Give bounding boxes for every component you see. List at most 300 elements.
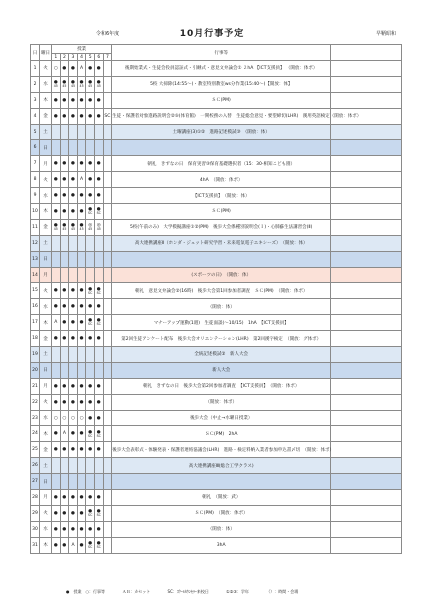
period-cell bbox=[94, 410, 103, 426]
period-cell bbox=[103, 172, 112, 188]
weekday-cell: 土 bbox=[40, 124, 52, 140]
period-cell bbox=[60, 283, 69, 299]
period-cell bbox=[52, 76, 61, 92]
period-mark: ● bbox=[88, 526, 93, 532]
period-cell bbox=[69, 505, 78, 521]
period-cell bbox=[69, 108, 78, 124]
period-cell bbox=[103, 347, 112, 363]
period-cell bbox=[60, 299, 69, 315]
period-cell bbox=[52, 204, 61, 220]
period-mark: ● bbox=[62, 208, 67, 214]
period-cell bbox=[60, 315, 69, 331]
period-cell bbox=[94, 219, 103, 235]
period-note: SC bbox=[96, 322, 101, 327]
day-cell: 12 bbox=[31, 235, 40, 251]
period-cell bbox=[94, 442, 103, 458]
day-cell: 27 bbox=[31, 474, 40, 490]
period-mark: ○ bbox=[53, 65, 58, 71]
event-cell bbox=[112, 251, 331, 267]
period-cell bbox=[77, 426, 86, 442]
period-mark: ● bbox=[88, 177, 93, 183]
period-header: 5 bbox=[86, 54, 95, 61]
table-row bbox=[31, 521, 402, 537]
period-cell bbox=[77, 172, 86, 188]
period-note: SC bbox=[88, 433, 93, 438]
day-cell: 20 bbox=[31, 362, 40, 378]
period-header: 3 bbox=[69, 54, 78, 61]
notes-cell bbox=[331, 378, 402, 394]
period-cell bbox=[94, 124, 103, 140]
period-cell bbox=[60, 537, 69, 553]
period-cell bbox=[94, 347, 103, 363]
period-cell bbox=[52, 362, 61, 378]
day-cell: 14 bbox=[31, 267, 40, 283]
table-row bbox=[31, 458, 402, 474]
weekday-cell: 月 bbox=[40, 490, 52, 506]
period-cell bbox=[52, 394, 61, 410]
period-mark: ● bbox=[53, 399, 58, 405]
weekday-cell: 金 bbox=[40, 331, 52, 347]
period-cell bbox=[77, 521, 86, 537]
period-cell bbox=[94, 378, 103, 394]
table-row bbox=[31, 505, 402, 521]
legend bbox=[66, 589, 314, 595]
day-cell: 26 bbox=[31, 458, 40, 474]
day-cell: 22 bbox=[31, 394, 40, 410]
events-header: 行事等 bbox=[112, 45, 331, 61]
period-cell bbox=[60, 124, 69, 140]
period-cell bbox=[103, 378, 112, 394]
period-cell bbox=[77, 362, 86, 378]
period-cell bbox=[77, 156, 86, 172]
period-cell bbox=[60, 267, 69, 283]
period-mark: ● bbox=[79, 336, 84, 342]
period-cell bbox=[69, 283, 78, 299]
period-mark: ● bbox=[88, 286, 93, 292]
period-cell bbox=[86, 458, 95, 474]
period-cell bbox=[94, 362, 103, 378]
period-cell bbox=[52, 108, 61, 124]
period-cell bbox=[60, 442, 69, 458]
period-header: 1 bbox=[52, 54, 61, 61]
event-cell: 高大連携講座Ⅱ（ホンダ・ジェット研究学習・未来電気電子エキシーズ） （開放：体） bbox=[112, 235, 331, 251]
period-cell bbox=[52, 140, 61, 156]
period-cell bbox=[69, 490, 78, 506]
period-mark: ● bbox=[53, 80, 58, 86]
period-mark: ● bbox=[96, 447, 101, 453]
period-cell bbox=[69, 76, 78, 92]
period-cell bbox=[52, 410, 61, 426]
table-row bbox=[31, 251, 402, 267]
period-mark: ● bbox=[62, 223, 67, 229]
period-mark: ● bbox=[96, 80, 101, 86]
period-cell bbox=[94, 92, 103, 108]
period-cell bbox=[77, 474, 86, 490]
period-cell bbox=[103, 92, 112, 108]
period-cell bbox=[86, 442, 95, 458]
period-cell bbox=[60, 378, 69, 394]
period-mark: ● bbox=[62, 177, 67, 183]
period-note: SC bbox=[88, 544, 93, 549]
period-note: SC bbox=[88, 211, 93, 216]
period-cell bbox=[86, 426, 95, 442]
notes-cell bbox=[331, 61, 402, 77]
period-cell bbox=[77, 267, 86, 283]
period-cell bbox=[86, 521, 95, 537]
page-title: 10月行事予定 bbox=[179, 29, 245, 39]
period-cell bbox=[52, 490, 61, 506]
period-note: 45 bbox=[96, 227, 101, 232]
notes-cell bbox=[331, 410, 402, 426]
period-cell bbox=[69, 172, 78, 188]
day-cell: 16 bbox=[31, 299, 40, 315]
event-cell: 新人大会 bbox=[112, 362, 331, 378]
period-cell bbox=[69, 315, 78, 331]
period-mark: ● bbox=[71, 510, 75, 516]
period-cell bbox=[77, 140, 86, 156]
period-cell bbox=[77, 299, 86, 315]
weekday-cell: 火 bbox=[40, 172, 52, 188]
table-row bbox=[31, 235, 402, 251]
period-mark: ● bbox=[96, 177, 101, 183]
period-mark: A bbox=[62, 431, 66, 437]
period-mark: ● bbox=[53, 113, 58, 119]
period-cell bbox=[69, 394, 78, 410]
period-mark: ● bbox=[96, 65, 101, 71]
period-cell bbox=[69, 140, 78, 156]
period-mark: ● bbox=[53, 304, 58, 310]
period-cell bbox=[60, 458, 69, 474]
period-cell bbox=[103, 76, 112, 92]
period-mark: ● bbox=[71, 65, 75, 71]
period-cell bbox=[60, 140, 69, 156]
period-mark: ● bbox=[88, 429, 93, 435]
event-cell: 高大連携講座Ⅲ(総合工学クラス) bbox=[112, 458, 331, 474]
period-cell bbox=[86, 124, 95, 140]
period-cell bbox=[94, 537, 103, 553]
day-cell: 18 bbox=[31, 331, 40, 347]
period-cell bbox=[77, 251, 86, 267]
period-mark: ● bbox=[62, 193, 67, 199]
notes-cell bbox=[331, 235, 402, 251]
table-row bbox=[31, 92, 402, 108]
period-cell bbox=[60, 61, 69, 77]
period-mark: ● bbox=[88, 80, 93, 86]
day-cell: 24 bbox=[31, 426, 40, 442]
table-row bbox=[31, 331, 402, 347]
weekday-cell: 火 bbox=[40, 61, 52, 77]
period-mark: ● bbox=[79, 542, 84, 548]
period-cell bbox=[77, 458, 86, 474]
period-mark: ● bbox=[88, 65, 93, 71]
period-mark: ● bbox=[88, 383, 93, 389]
period-note: 45 bbox=[62, 84, 67, 89]
period-mark: ○ bbox=[79, 415, 84, 421]
period-cell bbox=[94, 140, 103, 156]
table-row bbox=[31, 76, 402, 92]
weekday-cell: 日 bbox=[40, 140, 52, 156]
period-mark: ● bbox=[96, 318, 101, 324]
event-cell: ＳＣ(PM) 2hA bbox=[112, 426, 331, 442]
period-cell bbox=[69, 521, 78, 537]
period-mark: ● bbox=[71, 97, 75, 103]
period-note: 45 bbox=[79, 84, 84, 89]
period-mark: ● bbox=[79, 526, 84, 532]
period-mark: ● bbox=[62, 542, 67, 548]
period-cell bbox=[60, 219, 69, 235]
period-mark: ○ bbox=[71, 415, 75, 421]
period-cell bbox=[52, 267, 61, 283]
period-mark: ○ bbox=[53, 415, 58, 421]
weekday-cell: 土 bbox=[40, 458, 52, 474]
period-mark: ● bbox=[53, 542, 58, 548]
period-cell bbox=[52, 474, 61, 490]
period-mark: ● bbox=[62, 399, 67, 405]
period-mark: ● bbox=[62, 288, 67, 294]
event-cell: 後期始業式・生徒会役員認証式・引継式・意見文弁論会① ２hA 【ICT支援員】 （開放：体ポ） bbox=[112, 61, 331, 77]
period-cell bbox=[69, 188, 78, 204]
period-mark: ● bbox=[71, 161, 75, 167]
period-mark: ● bbox=[88, 207, 93, 213]
period-cell bbox=[86, 331, 95, 347]
event-cell: 土曜講座(3)①② 進路記述模試③ （開放：体） bbox=[112, 124, 331, 140]
period-mark: ● bbox=[96, 336, 101, 342]
period-cell bbox=[103, 458, 112, 474]
weekday-header: 曜日 bbox=[40, 45, 52, 61]
period-cell bbox=[52, 156, 61, 172]
period-mark: A bbox=[80, 177, 84, 183]
period-cell bbox=[60, 92, 69, 108]
period-cell bbox=[103, 490, 112, 506]
table-row bbox=[31, 156, 402, 172]
period-cell bbox=[77, 410, 86, 426]
period-cell bbox=[69, 124, 78, 140]
period-note: SC bbox=[88, 513, 93, 518]
period-note: 45 bbox=[70, 84, 76, 89]
period-cell bbox=[86, 362, 95, 378]
table-row bbox=[31, 283, 402, 299]
period-mark: ● bbox=[88, 193, 93, 199]
period-note: SC bbox=[96, 211, 101, 216]
period-cell bbox=[77, 204, 86, 220]
period-mark: ● bbox=[62, 80, 67, 86]
period-cell bbox=[69, 537, 78, 553]
notes-cell bbox=[331, 204, 402, 220]
event-cell bbox=[112, 474, 331, 490]
period-cell bbox=[86, 283, 95, 299]
period-mark: ● bbox=[71, 288, 75, 294]
weekday-cell: 水 bbox=[40, 76, 52, 92]
period-mark: ● bbox=[79, 447, 84, 453]
period-cell bbox=[77, 76, 86, 92]
period-cell bbox=[103, 537, 112, 553]
period-cell bbox=[103, 426, 112, 442]
period-cell bbox=[94, 172, 103, 188]
period-cell bbox=[60, 474, 69, 490]
period-cell bbox=[77, 124, 86, 140]
weekday-cell: 木 bbox=[40, 537, 52, 553]
period-cell bbox=[94, 251, 103, 267]
period-mark: ● bbox=[62, 526, 67, 532]
period-mark: ● bbox=[71, 526, 75, 532]
period-cell bbox=[94, 505, 103, 521]
period-cell bbox=[52, 521, 61, 537]
period-cell bbox=[60, 172, 69, 188]
period-cell bbox=[94, 490, 103, 506]
period-cell bbox=[103, 442, 112, 458]
table-row bbox=[31, 124, 402, 140]
weekday-cell: 土 bbox=[40, 235, 52, 251]
table-row bbox=[31, 219, 402, 235]
period-cell bbox=[77, 283, 86, 299]
period-cell bbox=[103, 267, 112, 283]
period-cell bbox=[103, 505, 112, 521]
period-cell bbox=[77, 490, 86, 506]
period-mark: ● bbox=[79, 288, 84, 294]
period-cell bbox=[103, 124, 112, 140]
period-cell bbox=[94, 188, 103, 204]
notes-header bbox=[331, 45, 402, 61]
period-cell bbox=[52, 235, 61, 251]
weekday-cell: 水 bbox=[40, 521, 52, 537]
period-note: SC bbox=[96, 513, 101, 518]
period-mark: ● bbox=[79, 320, 84, 326]
notes-cell bbox=[331, 299, 402, 315]
period-mark: ○ bbox=[62, 415, 67, 421]
period-mark: ● bbox=[96, 161, 101, 167]
period-mark: ● bbox=[71, 223, 75, 229]
period-cell bbox=[60, 108, 69, 124]
period-mark: ● bbox=[88, 447, 93, 453]
period-mark: ● bbox=[79, 113, 84, 119]
period-cell bbox=[86, 140, 95, 156]
period-mark: ● bbox=[62, 161, 67, 167]
table-row bbox=[31, 347, 402, 363]
period-cell bbox=[94, 283, 103, 299]
table-row bbox=[31, 474, 402, 490]
weekday-cell: 日 bbox=[40, 251, 52, 267]
period-cell bbox=[69, 442, 78, 458]
period-cell bbox=[103, 315, 112, 331]
period-cell bbox=[94, 108, 103, 124]
table-row bbox=[31, 490, 402, 506]
period-mark: ● bbox=[96, 540, 101, 546]
weekday-cell: 木 bbox=[40, 426, 52, 442]
period-mark: ● bbox=[71, 494, 75, 500]
weekday-cell: 火 bbox=[40, 505, 52, 521]
period-cell bbox=[103, 410, 112, 426]
period-cell bbox=[60, 347, 69, 363]
notes-cell bbox=[331, 219, 402, 235]
period-mark: ● bbox=[88, 509, 93, 515]
period-mark: ● bbox=[79, 208, 84, 214]
period-cell bbox=[103, 108, 112, 124]
period-mark: ● bbox=[62, 304, 67, 310]
event-cell: マナーアップ運動(1週) 生徒面談(～10/15) 1hA 【ICT支援員】 bbox=[112, 315, 331, 331]
period-cell bbox=[77, 235, 86, 251]
period-mark: ● bbox=[71, 336, 75, 342]
weekday-cell: 水 bbox=[40, 299, 52, 315]
page-header bbox=[0, 26, 424, 40]
period-cell bbox=[86, 188, 95, 204]
period-cell bbox=[60, 394, 69, 410]
period-mark: ● bbox=[96, 494, 101, 500]
event-cell: 5校 大掃除(14:55～)・教室特別教室ws分作業(15:40～)【開放：体】 bbox=[112, 76, 331, 92]
table-row bbox=[31, 442, 402, 458]
period-cell bbox=[103, 299, 112, 315]
period-mark: ● bbox=[79, 161, 84, 167]
period-cell bbox=[86, 219, 95, 235]
period-cell bbox=[69, 235, 78, 251]
period-note: 45 bbox=[70, 227, 76, 232]
table-row bbox=[31, 108, 402, 124]
period-mark: ● bbox=[71, 208, 75, 214]
event-cell: 3hA bbox=[112, 537, 331, 553]
period-cell bbox=[94, 235, 103, 251]
period-mark: SC bbox=[104, 113, 111, 119]
period-mark: ● bbox=[53, 97, 58, 103]
table-row bbox=[31, 140, 402, 156]
event-cell: ＳＣ(PM) （開放：体ポ） bbox=[112, 505, 331, 521]
period-cell bbox=[103, 474, 112, 490]
period-mark: ● bbox=[62, 510, 67, 516]
period-cell bbox=[77, 394, 86, 410]
table-row bbox=[31, 378, 402, 394]
period-mark: ● bbox=[96, 286, 101, 292]
event-cell: （開放：体ポ） bbox=[112, 394, 331, 410]
period-cell bbox=[86, 172, 95, 188]
period-mark: ● bbox=[88, 318, 93, 324]
period-cell bbox=[77, 108, 86, 124]
notes-cell bbox=[331, 331, 402, 347]
period-cell bbox=[86, 315, 95, 331]
weekday-cell: 金 bbox=[40, 442, 52, 458]
day-cell: 31 bbox=[31, 537, 40, 553]
day-cell: 23 bbox=[31, 410, 40, 426]
period-cell bbox=[86, 537, 95, 553]
period-note: SC bbox=[96, 544, 101, 549]
weekday-cell: 月 bbox=[40, 156, 52, 172]
period-cell bbox=[52, 378, 61, 394]
period-mark: ● bbox=[53, 383, 58, 389]
period-cell bbox=[69, 204, 78, 220]
event-cell: 5校(午前のみ) 大学模擬講座①②(PM) 後歩大会係種別説明会(Ｉ)・心肺蘇生法講習会(Ⅱ) bbox=[112, 219, 331, 235]
period-mark: ● bbox=[71, 431, 75, 437]
day-cell: 9 bbox=[31, 188, 40, 204]
period-cell bbox=[69, 347, 78, 363]
period-mark: ● bbox=[96, 193, 101, 199]
notes-cell bbox=[331, 505, 402, 521]
period-mark: ● bbox=[79, 80, 84, 86]
period-mark: ● bbox=[88, 304, 93, 310]
legend-item: ①②③：学年 bbox=[226, 589, 249, 594]
period-mark: ● bbox=[62, 494, 67, 500]
period-cell bbox=[52, 331, 61, 347]
period-cell bbox=[52, 299, 61, 315]
period-cell bbox=[103, 331, 112, 347]
period-cell bbox=[69, 378, 78, 394]
period-mark: ● bbox=[62, 65, 67, 71]
day-cell: 6 bbox=[31, 140, 40, 156]
period-mark: ● bbox=[88, 336, 93, 342]
period-mark: ● bbox=[96, 415, 101, 421]
period-mark: ● bbox=[71, 399, 75, 405]
day-cell: 7 bbox=[31, 156, 40, 172]
period-mark: ● bbox=[96, 429, 101, 435]
legend-item: ● 授業 ○：行事等 bbox=[66, 589, 105, 594]
period-cell bbox=[103, 235, 112, 251]
event-cell: 朝礼 きずなの日 後歩大会第2回参加者調査 【ICT支援員】 （開放：体ポ） bbox=[112, 378, 331, 394]
